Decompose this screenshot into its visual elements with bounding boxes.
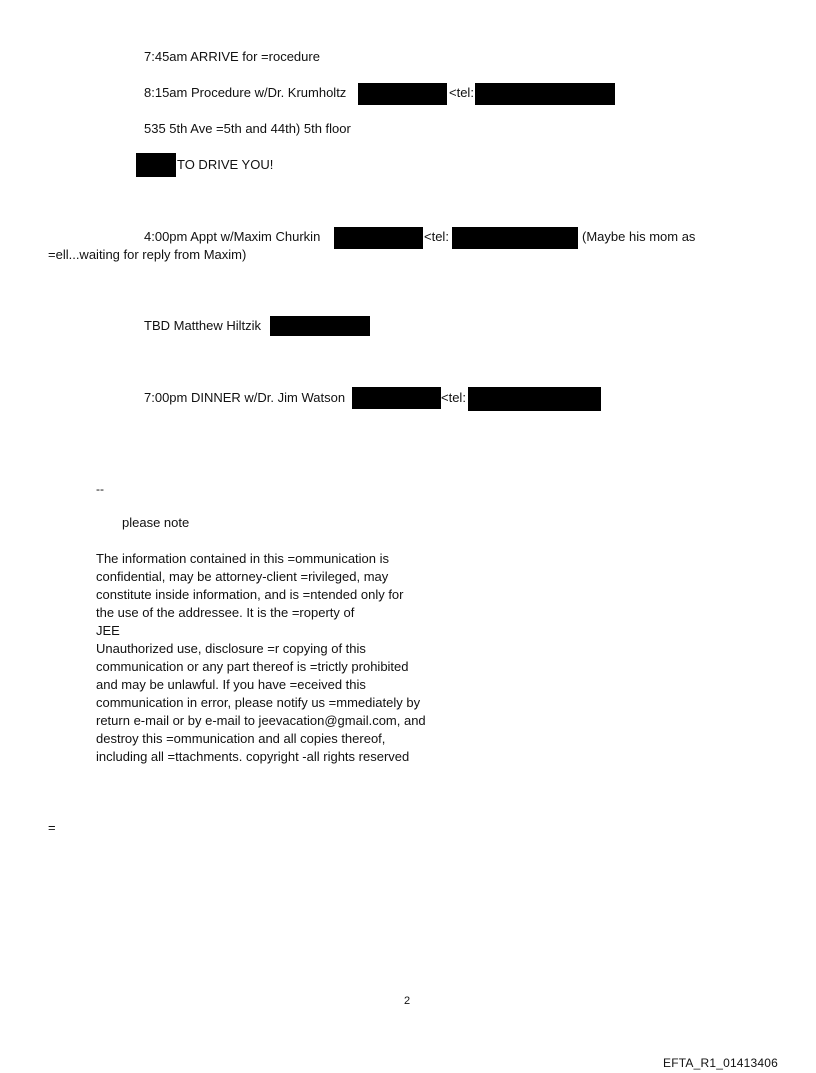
redaction-box — [358, 83, 447, 105]
redaction-box — [452, 227, 578, 249]
redaction-box — [475, 83, 615, 105]
disclaimer-line: Unauthorized use, disclosure =r copying of this — [96, 641, 366, 656]
disclaimer-line: communication in error, please notify us =mmediately by — [96, 695, 421, 710]
disclaimer-line: JEE — [96, 623, 120, 638]
disclaimer-line: constitute inside information, and is =ntended only for — [96, 587, 404, 602]
disclaimer-line: communication or any part thereof is =trictly prohibited — [96, 659, 409, 674]
redaction-box — [136, 153, 176, 177]
schedule-line-appt: 4:00pm Appt w/Maxim Churkin — [144, 229, 321, 244]
redaction-box — [270, 316, 370, 336]
tel-prefix: <tel: — [449, 85, 474, 100]
disclaimer-line: the use of the addressee. It is the =roperty of — [96, 605, 355, 620]
redaction-box — [352, 387, 441, 409]
disclaimer-line: destroy this =ommunication and all copies thereof, — [96, 731, 386, 746]
disclaimer-line: return e-mail or by e-mail to jeevacation@gmail.com, and — [96, 713, 426, 728]
page-number: 2 — [404, 995, 411, 1007]
tel-prefix: <tel: — [424, 229, 449, 244]
schedule-line-driver: TO DRIVE YOU! — [177, 157, 274, 172]
schedule-note-continued: =ell...waiting for reply from Maxim) — [48, 247, 247, 262]
document-id: EFTA_R1_01413406 — [663, 1056, 779, 1070]
trailing-equals: = — [48, 820, 56, 835]
tel-prefix: <tel: — [441, 390, 466, 405]
confidentiality-disclaimer — [96, 550, 426, 766]
schedule-line-tbd: TBD Matthew Hiltzik — [144, 318, 262, 333]
signature-separator: -- — [96, 482, 104, 496]
please-note-label: please note — [122, 515, 190, 530]
disclaimer-line: and may be unlawful. If you have =eceived this — [96, 677, 366, 692]
schedule-note: (Maybe his mom as — [582, 229, 696, 244]
redaction-box — [334, 227, 423, 249]
schedule-line-dinner: 7:00pm DINNER w/Dr. Jim Watson — [144, 390, 346, 405]
schedule-line-address: 535 5th Ave =5th and 44th) 5th floor — [144, 121, 351, 136]
schedule-line-procedure: 8:15am Procedure w/Dr. Krumholtz — [144, 85, 347, 100]
disclaimer-line: confidential, may be attorney-client =rivileged, may — [96, 569, 389, 584]
redaction-box — [468, 387, 601, 411]
disclaimer-line: The information contained in this =ommunication is — [96, 551, 390, 566]
disclaimer-line: including all =ttachments. copyright -all rights reserved — [96, 749, 410, 764]
schedule-line-arrive: 7:45am ARRIVE for =rocedure — [144, 49, 320, 64]
